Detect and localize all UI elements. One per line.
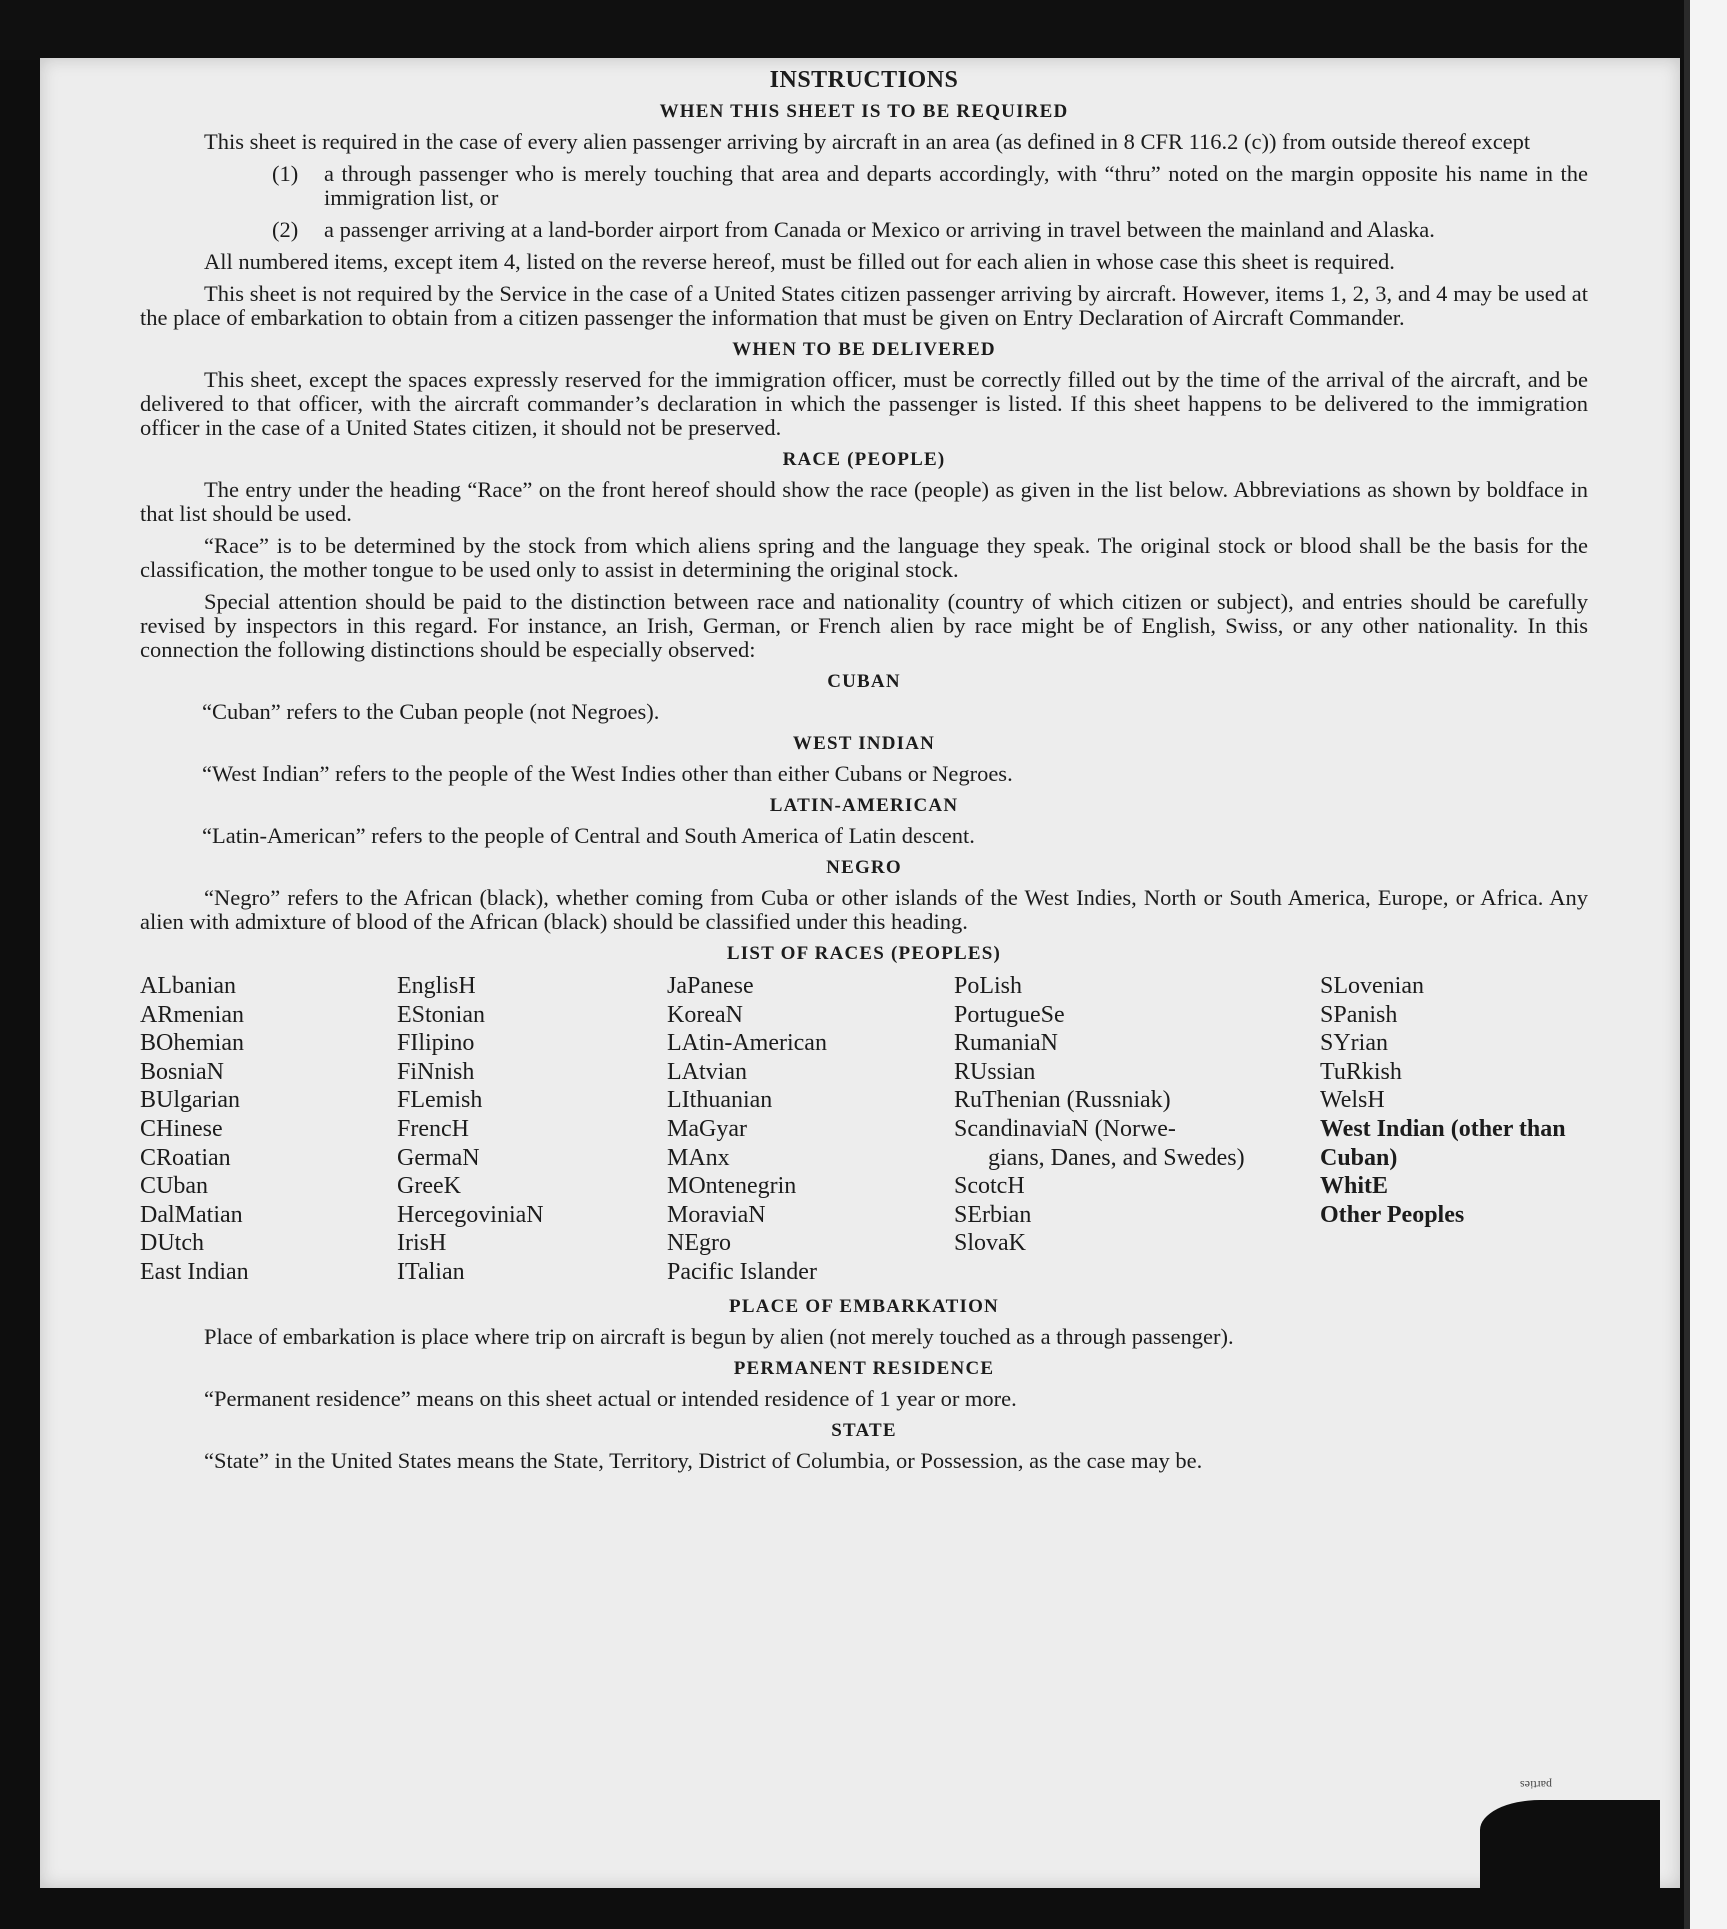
race-entry: Other Peoples	[1320, 1201, 1465, 1228]
race-entry: SlovaK	[954, 1230, 1026, 1257]
race-entry: ALbanian	[140, 973, 236, 999]
race-entry: PoLish	[954, 973, 1023, 999]
race-entry: WhitE	[1320, 1173, 1389, 1200]
paragraph-delivery: This sheet, except the spaces expressly reserved for the immigration officer, must be correctly filled out by the time of the arrival of the aircraft, and be delivered to that officer, with the aircraft commander’s declaration in which the passenger is listed. If this sheet happens to be delivered to the immigration officer in the case of a United States citizen, it should not be preserved.	[140, 367, 1588, 440]
paragraph-citizen: This sheet is not required by the Service in the case of a United States citizen passenger arriving by aircraft. However, items 1, 2, 3, and 4 may be used at the place of embarkation to obtain from a citizen passenger the information that must be given on Entry Declaration of Aircraft Commander.	[140, 281, 1588, 330]
race-entry: LAtvian	[667, 1058, 747, 1085]
race-entry: DUtch	[140, 1230, 204, 1257]
heading-when-required: WHEN THIS SHEET IS TO BE REQUIRED	[659, 101, 1069, 122]
instructions-content	[140, 62, 1588, 1481]
heading-race: RACE (PEOPLE)	[782, 449, 946, 470]
race-entry: PortugueSe	[954, 1001, 1065, 1028]
race-entry: CRoatian	[140, 1144, 231, 1171]
scan-border-top	[0, 0, 1727, 60]
page-title: INSTRUCTIONS	[769, 67, 959, 93]
race-entry: MOntenegrin	[667, 1173, 797, 1200]
race-entry: East Indian	[140, 1258, 249, 1285]
races-list	[140, 972, 1588, 1287]
race-entry: ARmenian	[140, 1001, 244, 1028]
race-entry: KoreaN	[667, 1001, 743, 1028]
race-entry: DalMatian	[140, 1201, 243, 1228]
paragraph-required: This sheet is required in the case of every alien passenger arriving by aircraft in an area (as defined in 8 CFR 116.2 (c)) from outside thereof except	[204, 129, 1531, 154]
race-entry: GreeK	[397, 1173, 461, 1200]
item-text: a through passenger who is merely touching that area and departs accordingly, with “thru” noted on the margin opposite his name in the immigration list, or	[324, 161, 1588, 210]
torn-corner	[1480, 1800, 1660, 1890]
race-entry: MoraviaN	[667, 1201, 766, 1228]
exception-item-1	[272, 162, 1588, 210]
races-column-2	[397, 972, 667, 1287]
race-entry: GermaN	[397, 1144, 480, 1171]
exception-item-2	[272, 218, 1588, 242]
definition-latin-american: “Latin-American” refers to the people of Central and South America of Latin descent.	[202, 823, 975, 848]
race-entry: SErbian	[954, 1201, 1032, 1228]
race-entry: BUlgarian	[140, 1087, 240, 1114]
heading-residence: PERMANENT RESIDENCE	[733, 1357, 995, 1379]
heading-list-of-races: LIST OF RACES (PEOPLES)	[726, 943, 1002, 964]
race-entry: ScotcH	[954, 1173, 1025, 1200]
heading-negro: NEGRO	[826, 857, 902, 878]
race-entry: FIlipino	[397, 1030, 475, 1057]
race-entry: RuThenian (Russniak)	[954, 1087, 1171, 1114]
race-entry: FLemish	[397, 1087, 483, 1114]
definition-negro: “Negro” refers to the African (black), whether coming from Cuba or other islands of the West Indies, North or South America, Europe, or Africa. Any alien with admixture of blood of the African (black) should be classified under this heading.	[140, 885, 1588, 934]
definition-west-indian: “West Indian” refers to the people of the West Indies other than either Cubans or Negroes.	[202, 761, 1013, 786]
race-entry: BOhemian	[140, 1030, 244, 1057]
race-entry: JaPanese	[667, 973, 754, 999]
heading-west-indian: WEST INDIAN	[792, 733, 936, 754]
race-entry: MAnx	[667, 1144, 730, 1171]
definition-state: “State” in the United States means the State, Territory, District of Columbia, or Possession, as the case may be.	[204, 1447, 1203, 1473]
races-column-5	[1320, 972, 1588, 1287]
race-entry: RumaniaN	[954, 1030, 1058, 1057]
race-entry: EStonian	[397, 1001, 485, 1028]
race-entry: ScandinaviaN (Norwe-	[954, 1115, 1176, 1142]
race-entry: WelsH	[1320, 1087, 1385, 1114]
race-entry: TuRkish	[1320, 1058, 1402, 1085]
races-column-4	[954, 972, 1320, 1287]
race-entry: HercegoviniaN	[397, 1201, 544, 1228]
heading-cuban: CUBAN	[827, 671, 901, 692]
race-entry: CHinese	[140, 1115, 223, 1142]
race-entry-continued: gians, Danes, and Swedes)	[988, 1144, 1245, 1171]
race-entry: BosniaN	[140, 1058, 224, 1085]
race-entry: FrencH	[397, 1115, 469, 1142]
races-column-3	[667, 972, 954, 1287]
paragraph-numbered-items: All numbered items, except item 4, listed on the reverse hereof, must be filled out for each alien in whose case this sheet is required.	[204, 249, 1395, 274]
heading-embarkation: PLACE OF EMBARKATION	[729, 1295, 999, 1317]
item-number: (2)	[272, 217, 299, 242]
paragraph-race-nationality: Special attention should be paid to the distinction between race and nationality (country of which citizen or subject), and entries should be carefully revised by inspectors in this regard. For instance, an Irish, German, or French alien by race might be of English, Swiss, or any other nationality. In this connection the following distinctions should be especially observed:	[140, 589, 1588, 662]
races-column-1	[140, 972, 397, 1287]
definition-cuban: “Cuban” refers to the Cuban people (not Negroes).	[202, 699, 660, 724]
race-entry: LIthuanian	[667, 1087, 773, 1114]
race-entry: SYrian	[1320, 1030, 1388, 1057]
race-entry: Pacific Islander	[667, 1258, 817, 1285]
paragraph-race-stock: “Race” is to be determined by the stock from which aliens spring and the language they speak. The original stock or blood shall be the basis for the classification, the mother tongue to be used only to assist in determining the original stock.	[140, 533, 1588, 582]
race-entry: IrisH	[397, 1230, 447, 1257]
heading-when-delivered: WHEN TO BE DELIVERED	[732, 339, 996, 360]
race-entry: FiNnish	[397, 1058, 475, 1085]
definition-embarkation: Place of embarkation is place where trip on aircraft is begun by alien (not merely touched as a through passenger).	[204, 1323, 1234, 1349]
paragraph-race-entry: The entry under the heading “Race” on the front hereof should show the race (people) as given in the list below. Abbreviations as shown by boldface in that list should be used.	[140, 477, 1588, 526]
race-entry: EnglisH	[397, 973, 476, 999]
heading-state: STATE	[831, 1419, 897, 1441]
item-number: (1)	[272, 161, 299, 186]
race-entry: SPanish	[1320, 1001, 1398, 1028]
corner-fragment-text: parties	[1520, 1778, 1552, 1792]
race-entry: MaGyar	[667, 1115, 747, 1142]
item-text: a passenger arriving at a land-border airport from Canada or Mexico or arriving in travel between the mainland and Alaska.	[324, 217, 1435, 242]
definition-residence: “Permanent residence” means on this sheet actual or intended residence of 1 year or more.	[204, 1385, 1017, 1411]
race-entry: West Indian (other than Cuban)	[1320, 1115, 1566, 1171]
scan-border-right	[1684, 0, 1727, 1929]
race-entry: CUban	[140, 1173, 208, 1200]
race-entry: SLovenian	[1320, 973, 1424, 999]
race-entry: RUssian	[954, 1058, 1036, 1085]
heading-latin-american: LATIN-AMERICAN	[769, 795, 959, 816]
race-entry: LAtin-American	[667, 1030, 827, 1057]
race-entry: NEgro	[667, 1230, 731, 1257]
race-entry: ITalian	[397, 1258, 465, 1285]
